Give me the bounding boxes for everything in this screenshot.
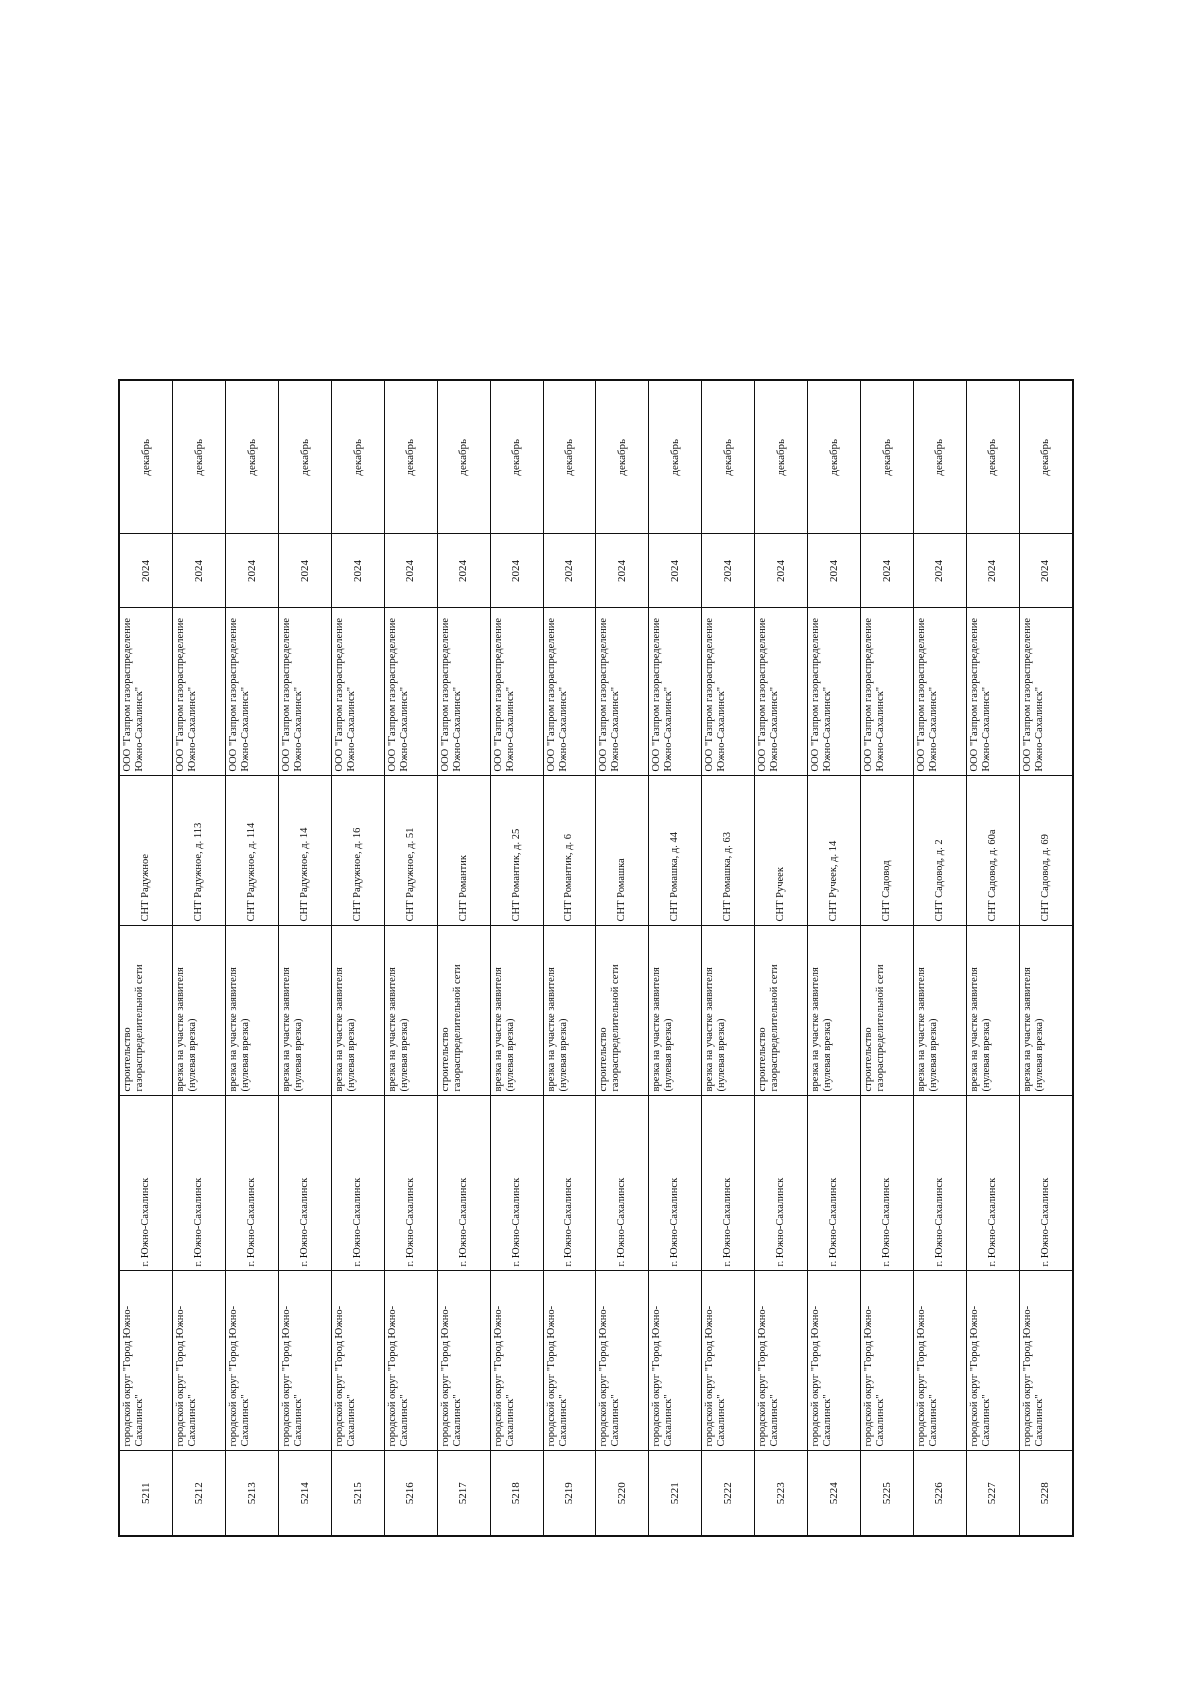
settlement-cell: г. Южно-Сахалинск: [119, 1096, 173, 1271]
district-cell: городской округ "Город Южно-Сахалинск": [649, 1271, 702, 1451]
row-number-cell: 5228: [1019, 1451, 1073, 1536]
organization-cell: ООО "Газпром газораспределение Южно-Сахалинск": [649, 608, 702, 776]
district-cell: городской округ "Город Южно-Сахалинск": [173, 1271, 226, 1451]
month-cell: декабрь: [966, 380, 1019, 534]
address-cell: СНТ Радужное, д. 51: [384, 776, 437, 926]
district-cell: городской округ "Город Южно-Сахалинск": [596, 1271, 649, 1451]
year-cell: 2024: [331, 534, 384, 608]
year-cell: 2024: [913, 534, 966, 608]
table-row: [860, 380, 913, 1536]
address-cell: СНТ Ручеек: [755, 776, 808, 926]
row-number-cell: 5220: [596, 1451, 649, 1536]
settlement-cell: г. Южно-Сахалинск: [490, 1096, 543, 1271]
row-number-cell: 5216: [384, 1451, 437, 1536]
table-row: [437, 380, 490, 1536]
settlement-cell: г. Южно-Сахалинск: [1019, 1096, 1073, 1271]
work-type-cell: строительство газораспределительной сети: [437, 926, 490, 1096]
year-cell: 2024: [755, 534, 808, 608]
year-cell: 2024: [543, 534, 596, 608]
row-number-cell: 5213: [226, 1451, 279, 1536]
work-type-cell: врезка на участке заявителя (нулевая врезка): [913, 926, 966, 1096]
year-cell: 2024: [1019, 534, 1073, 608]
month-cell: декабрь: [1019, 380, 1073, 534]
year-cell: 2024: [702, 534, 755, 608]
work-type-cell: врезка на участке заявителя (нулевая врезка): [331, 926, 384, 1096]
table-row: [807, 380, 860, 1536]
work-type-cell: врезка на участке заявителя (нулевая врезка): [649, 926, 702, 1096]
work-type-cell: строительство газораспределительной сети: [860, 926, 913, 1096]
district-cell: городской округ "Город Южно-Сахалинск": [807, 1271, 860, 1451]
month-cell: декабрь: [226, 380, 279, 534]
year-cell: 2024: [437, 534, 490, 608]
address-cell: СНТ Радужное, д. 16: [331, 776, 384, 926]
organization-cell: ООО "Газпром газораспределение Южно-Сахалинск": [226, 608, 279, 776]
settlement-cell: г. Южно-Сахалинск: [966, 1096, 1019, 1271]
address-cell: СНТ Садовод, д. 69: [1019, 776, 1073, 926]
table-row: [913, 380, 966, 1536]
year-cell: 2024: [119, 534, 173, 608]
settlement-cell: г. Южно-Сахалинск: [331, 1096, 384, 1271]
district-cell: городской округ "Город Южно-Сахалинск": [226, 1271, 279, 1451]
district-cell: городской округ "Город Южно-Сахалинск": [860, 1271, 913, 1451]
row-number-cell: 5214: [279, 1451, 332, 1536]
year-cell: 2024: [384, 534, 437, 608]
settlement-cell: г. Южно-Сахалинск: [702, 1096, 755, 1271]
table-row: [596, 380, 649, 1536]
organization-cell: ООО "Газпром газораспределение Южно-Сахалинск": [331, 608, 384, 776]
row-number-cell: 5224: [807, 1451, 860, 1536]
year-cell: 2024: [966, 534, 1019, 608]
month-cell: декабрь: [649, 380, 702, 534]
work-type-cell: врезка на участке заявителя (нулевая врезка): [543, 926, 596, 1096]
month-cell: декабрь: [860, 380, 913, 534]
district-cell: городской округ "Город Южно-Сахалинск": [1019, 1271, 1073, 1451]
table-row: [173, 380, 226, 1536]
row-number-cell: 5226: [913, 1451, 966, 1536]
year-cell: 2024: [596, 534, 649, 608]
organization-cell: ООО "Газпром газораспределение Южно-Сахалинск": [860, 608, 913, 776]
district-cell: городской округ "Город Южно-Сахалинск": [279, 1271, 332, 1451]
work-type-cell: врезка на участке заявителя (нулевая врезка): [807, 926, 860, 1096]
table-row: [490, 380, 543, 1536]
table-row: [1019, 380, 1073, 1536]
address-cell: СНТ Романтик: [437, 776, 490, 926]
organization-cell: ООО "Газпром газораспределение Южно-Сахалинск": [702, 608, 755, 776]
organization-cell: ООО "Газпром газораспределение Южно-Сахалинск": [437, 608, 490, 776]
month-cell: декабрь: [913, 380, 966, 534]
address-cell: СНТ Ромашка, д. 63: [702, 776, 755, 926]
organization-cell: ООО "Газпром газораспределение Южно-Сахалинск": [173, 608, 226, 776]
year-cell: 2024: [226, 534, 279, 608]
organization-cell: ООО "Газпром газораспределение Южно-Сахалинск": [913, 608, 966, 776]
settlement-cell: г. Южно-Сахалинск: [807, 1096, 860, 1271]
settlement-cell: г. Южно-Сахалинск: [226, 1096, 279, 1271]
year-cell: 2024: [807, 534, 860, 608]
organization-cell: ООО "Газпром газораспределение Южно-Сахалинск": [543, 608, 596, 776]
month-cell: декабрь: [331, 380, 384, 534]
month-cell: декабрь: [279, 380, 332, 534]
table-row: [966, 380, 1019, 1536]
settlement-cell: г. Южно-Сахалинск: [913, 1096, 966, 1271]
address-cell: СНТ Садовод, д. 60а: [966, 776, 1019, 926]
district-cell: городской округ "Город Южно-Сахалинск": [331, 1271, 384, 1451]
settlement-cell: г. Южно-Сахалинск: [543, 1096, 596, 1271]
month-cell: декабрь: [119, 380, 173, 534]
address-cell: СНТ Садовод: [860, 776, 913, 926]
table-row: [755, 380, 808, 1536]
organization-cell: ООО "Газпром газораспределение Южно-Сахалинск": [596, 608, 649, 776]
month-cell: декабрь: [384, 380, 437, 534]
row-number-cell: 5222: [702, 1451, 755, 1536]
address-cell: СНТ Ромашка, д. 44: [649, 776, 702, 926]
month-cell: декабрь: [543, 380, 596, 534]
table-row: [226, 380, 279, 1536]
work-type-cell: врезка на участке заявителя (нулевая врезка): [490, 926, 543, 1096]
year-cell: 2024: [649, 534, 702, 608]
district-cell: городской округ "Город Южно-Сахалинск": [437, 1271, 490, 1451]
organization-cell: ООО "Газпром газораспределение Южно-Сахалинск": [119, 608, 173, 776]
month-cell: декабрь: [702, 380, 755, 534]
work-type-cell: врезка на участке заявителя (нулевая врезка): [279, 926, 332, 1096]
district-cell: городской округ "Город Южно-Сахалинск": [384, 1271, 437, 1451]
work-type-cell: врезка на участке заявителя (нулевая врезка): [702, 926, 755, 1096]
work-type-cell: строительство газораспределительной сети: [755, 926, 808, 1096]
organization-cell: ООО "Газпром газораспределение Южно-Сахалинск": [807, 608, 860, 776]
work-type-cell: врезка на участке заявителя (нулевая врезка): [1019, 926, 1073, 1096]
address-cell: СНТ Радужное, д. 14: [279, 776, 332, 926]
organization-cell: ООО "Газпром газораспределение Южно-Сахалинск": [384, 608, 437, 776]
year-cell: 2024: [490, 534, 543, 608]
rotated-table-container: [118, 381, 1074, 1537]
table-row: [384, 380, 437, 1536]
month-cell: декабрь: [596, 380, 649, 534]
row-number-cell: 5223: [755, 1451, 808, 1536]
month-cell: декабрь: [173, 380, 226, 534]
settlement-cell: г. Южно-Сахалинск: [173, 1096, 226, 1271]
work-type-cell: врезка на участке заявителя (нулевая врезка): [384, 926, 437, 1096]
gas-connection-table: [118, 379, 1074, 1537]
table-row: [543, 380, 596, 1536]
row-number-cell: 5219: [543, 1451, 596, 1536]
address-cell: СНТ Ручеек, д. 14: [807, 776, 860, 926]
work-type-cell: строительство газораспределительной сети: [119, 926, 173, 1096]
district-cell: городской округ "Город Южно-Сахалинск": [913, 1271, 966, 1451]
row-number-cell: 5221: [649, 1451, 702, 1536]
table-row: [119, 380, 173, 1536]
address-cell: СНТ Ромашка: [596, 776, 649, 926]
year-cell: 2024: [279, 534, 332, 608]
year-cell: 2024: [860, 534, 913, 608]
address-cell: СНТ Садовод, д. 2: [913, 776, 966, 926]
table-row: [331, 380, 384, 1536]
work-type-cell: врезка на участке заявителя (нулевая врезка): [966, 926, 1019, 1096]
address-cell: СНТ Романтик, д. 6: [543, 776, 596, 926]
month-cell: декабрь: [490, 380, 543, 534]
work-type-cell: врезка на участке заявителя (нулевая врезка): [173, 926, 226, 1096]
address-cell: СНТ Радужное: [119, 776, 173, 926]
settlement-cell: г. Южно-Сахалинск: [755, 1096, 808, 1271]
organization-cell: ООО "Газпром газораспределение Южно-Сахалинск": [966, 608, 1019, 776]
month-cell: декабрь: [807, 380, 860, 534]
row-number-cell: 5218: [490, 1451, 543, 1536]
month-cell: декабрь: [437, 380, 490, 534]
settlement-cell: г. Южно-Сахалинск: [384, 1096, 437, 1271]
row-number-cell: 5225: [860, 1451, 913, 1536]
settlement-cell: г. Южно-Сахалинск: [279, 1096, 332, 1271]
settlement-cell: г. Южно-Сахалинск: [437, 1096, 490, 1271]
organization-cell: ООО "Газпром газораспределение Южно-Сахалинск": [279, 608, 332, 776]
table-row: [279, 380, 332, 1536]
district-cell: городской округ "Город Южно-Сахалинск": [755, 1271, 808, 1451]
row-number-cell: 5217: [437, 1451, 490, 1536]
row-number-cell: 5212: [173, 1451, 226, 1536]
settlement-cell: г. Южно-Сахалинск: [596, 1096, 649, 1271]
month-cell: декабрь: [755, 380, 808, 534]
address-cell: СНТ Радужное, д. 113: [173, 776, 226, 926]
table-row: [649, 380, 702, 1536]
district-cell: городской округ "Город Южно-Сахалинск": [490, 1271, 543, 1451]
table-body: [119, 380, 1073, 1536]
district-cell: городской округ "Город Южно-Сахалинск": [966, 1271, 1019, 1451]
row-number-cell: 5215: [331, 1451, 384, 1536]
organization-cell: ООО "Газпром газораспределение Южно-Сахалинск": [755, 608, 808, 776]
table-row: [702, 380, 755, 1536]
settlement-cell: г. Южно-Сахалинск: [649, 1096, 702, 1271]
district-cell: городской округ "Город Южно-Сахалинск": [702, 1271, 755, 1451]
settlement-cell: г. Южно-Сахалинск: [860, 1096, 913, 1271]
address-cell: СНТ Романтик, д. 25: [490, 776, 543, 926]
year-cell: 2024: [173, 534, 226, 608]
work-type-cell: врезка на участке заявителя (нулевая врезка): [226, 926, 279, 1096]
row-number-cell: 5211: [119, 1451, 173, 1536]
organization-cell: ООО "Газпром газораспределение Южно-Сахалинск": [490, 608, 543, 776]
organization-cell: ООО "Газпром газораспределение Южно-Сахалинск": [1019, 608, 1073, 776]
address-cell: СНТ Радужное, д. 114: [226, 776, 279, 926]
work-type-cell: строительство газораспределительной сети: [596, 926, 649, 1096]
district-cell: городской округ "Город Южно-Сахалинск": [119, 1271, 173, 1451]
district-cell: городской округ "Город Южно-Сахалинск": [543, 1271, 596, 1451]
row-number-cell: 5227: [966, 1451, 1019, 1536]
